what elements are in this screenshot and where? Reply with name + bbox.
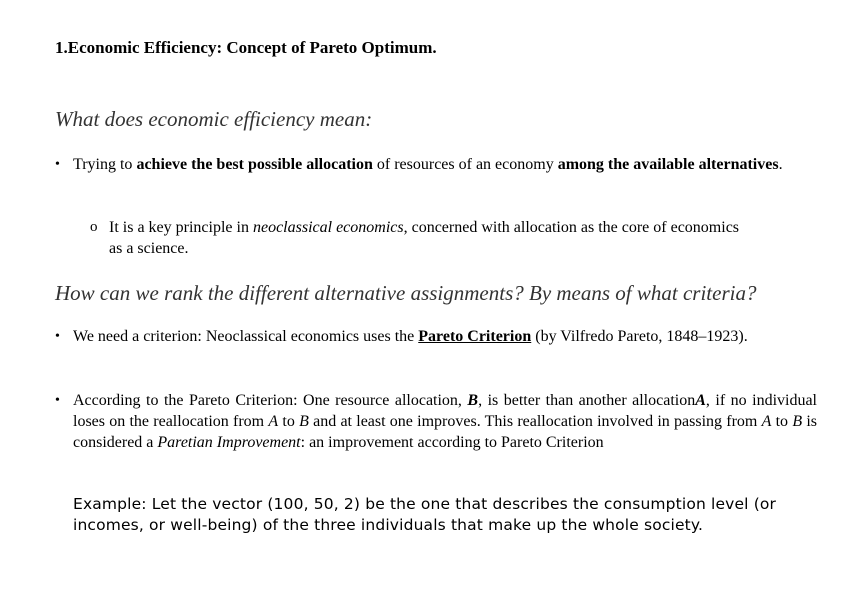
subbullet-text: It is a key principle in neoclassical economics, concerned with allocation as the core of economics as a science. [109,219,740,257]
question-rank-alternatives: How can we rank the different alternative assignments? By means of what criteria? [55,281,757,305]
bullet-text: We need a criterion: Neoclassical economics uses the Pareto Criterion (by Vilfredo Pareto, 1848–1923). [73,328,748,345]
slide-heading: 1.Economic Efficiency: Concept of Pareto Optimum. [55,38,437,57]
bullet-pareto-definition [55,390,817,453]
bullet-marker: • [55,157,60,172]
bullet-text: According to the Pareto Criterion: One resource allocation, B, is better than another allocationA, if no individual loses on the reallocation from A to B and at least one improves. This reallocation involved in passing from A to B is considered a Paretian Improvement: an improvement according to Pareto Criterion [73,392,818,451]
subbullet-neoclassical-economics [90,217,750,259]
bullet-marker: • [55,393,60,408]
subbullet-marker: o [90,219,98,235]
bullet-marker: • [55,329,60,344]
example-text: Example: Let the vector (100, 50, 2) be the one that describes the consumption level (or incomes, or well-being) of the three individuals that make up the whole society. [73,495,777,534]
pareto-criterion-link: Pareto Criterion [418,328,532,345]
bullet-best-allocation [55,154,817,175]
bullet-text: Trying to achieve the best possible allocation of resources of an economy among the available alternatives. [73,156,783,173]
question-economic-efficiency: What does economic efficiency mean: [55,107,373,131]
bullet-pareto-criterion [55,326,817,347]
